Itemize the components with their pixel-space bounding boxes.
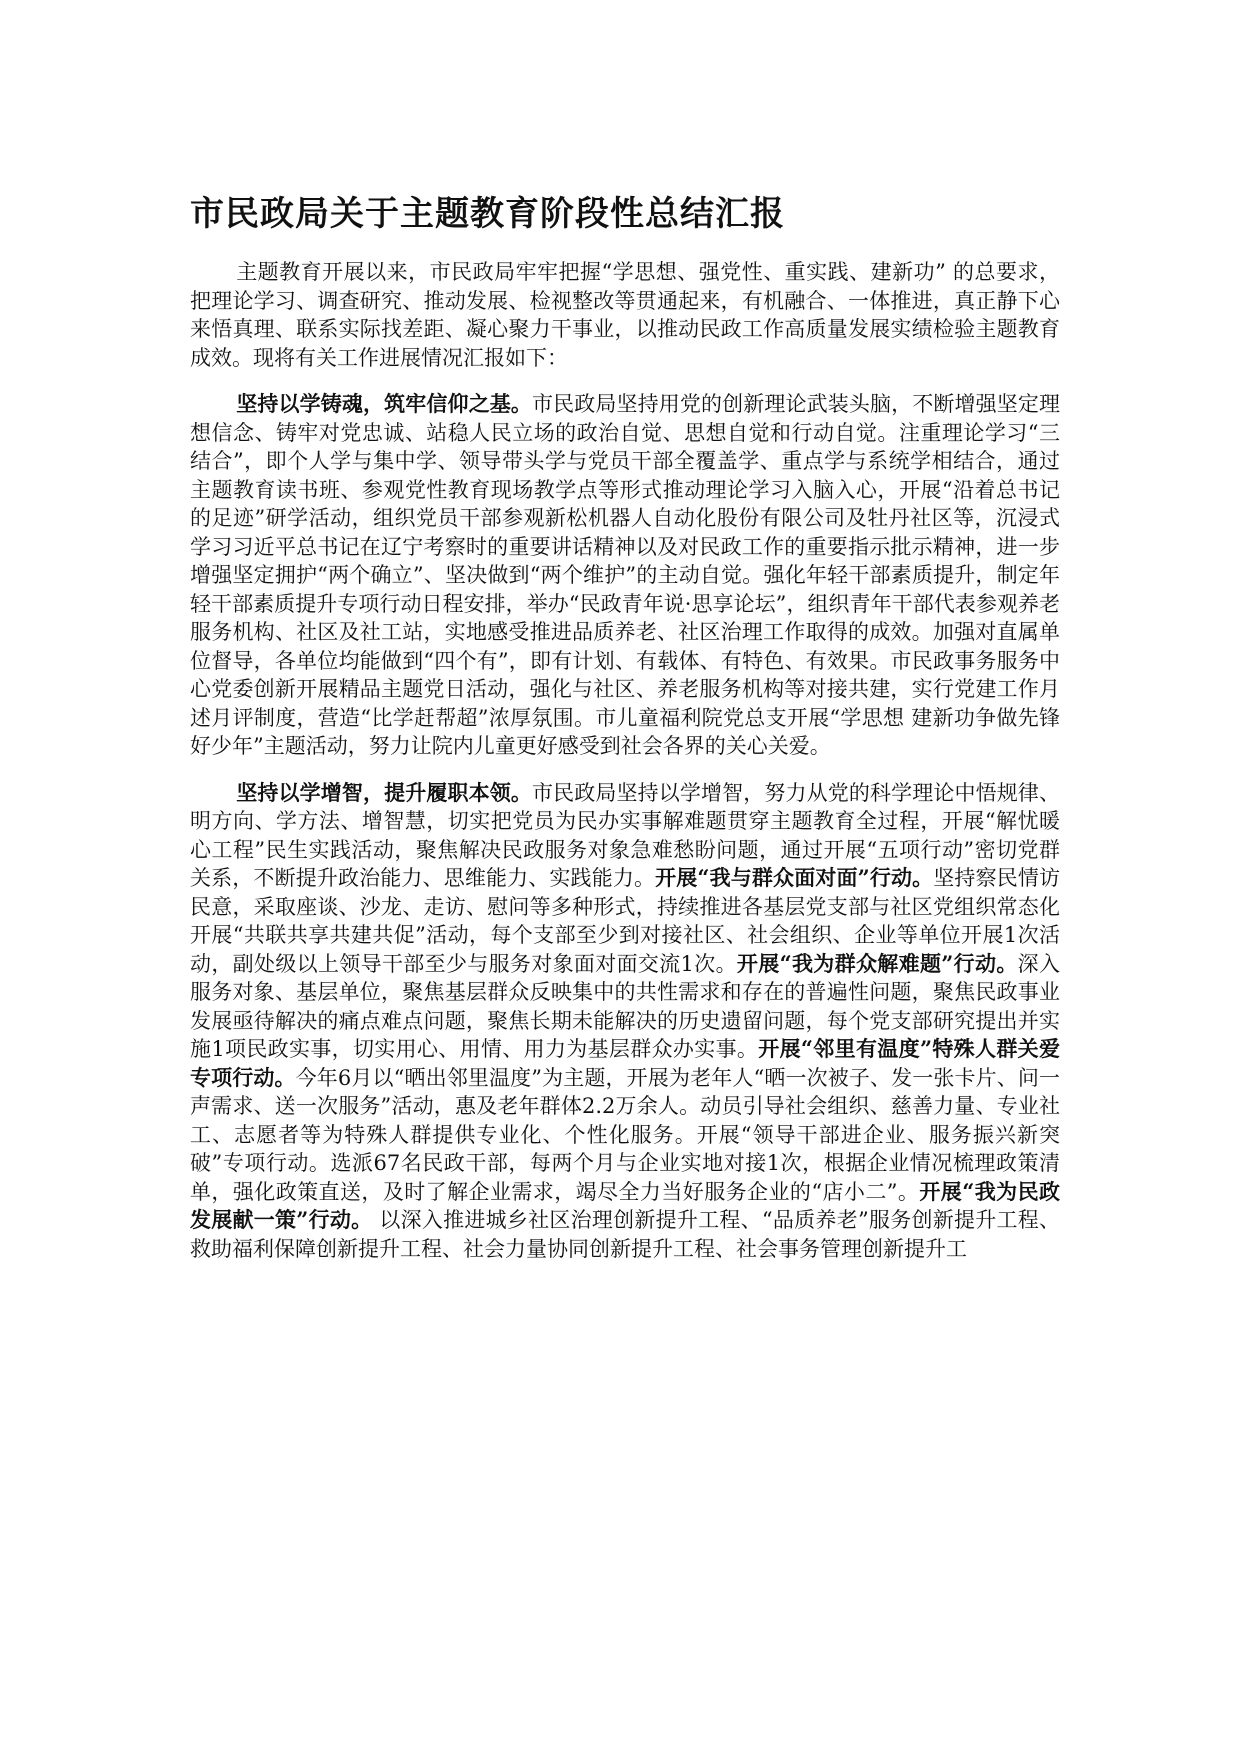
action-3-heading: 开展“邻里有温度”特殊人群关爱专项行动。 [190, 1036, 1060, 1090]
action-2-text: 深入服务对象、基层单位，聚焦基层群众反映集中的共性需求和存在的普遍性问题，聚焦民政事业发展亟待解决的痛点难点问题，聚焦长期未能解决的历史遗留问题，每个党支部研究提出并实施1项民政实事，切实用心、用情、用力为基层群众办实事。 [190, 951, 1061, 1061]
section-1-heading: 坚持以学铸魂，筑牢信仰之基。 [236, 391, 532, 416]
document-body [190, 258, 1060, 1281]
paragraph-intro [190, 258, 1060, 372]
action-1-text: 坚持察民情访民意，采取座谈、沙龙、走访、慰问等多种形式，持续推进各基层党支部与社区党组织常态化开展“共联共享共建共促”活动，每个支部至少到对接社区、社会组织、企业等单位开展1次活动，副处级以上领导干部至少与服务对象面对面交流1次。 [190, 866, 1060, 976]
action-3-text: 今年6月以“晒出邻里温度”为主题，开展为老年人“晒一次被子、发一张卡片、问一声需求、送一次服务”活动，惠及老年群体2.2万余人。动员引导社会组织、慈善力量、专业社工、志愿者等为特殊人群提供专业化、个性化服务。开展“领导干部进企业、服务振兴新突破”专项行动。选派67名民政干部，每两个月与企业实地对接1次，根据企业情况梳理政策清单，强化政策直送，及时了解企业需求，竭尽全力当好服务企业的“店小二”。 [190, 1065, 1060, 1204]
section-2-text: 市民政局坚持以学增智，努力从党的科学理论中悟规律、明方向、学方法、增智慧，切实把党员为民办实事解难题贯穿主题教育全过程，开展“解忧暖心工程”民生实践活动，聚焦解决民政服务对象急难愁盼问题，通过开展“五项行动”密切党群关系，不断提升政治能力、思维能力、实践能力。 [190, 780, 1061, 890]
action-4-heading: 开展“我为民政发展献一策”行动。 [190, 1178, 1060, 1232]
action-4-text: 以深入推进城乡社区治理创新提升工程、“品质养老”服务创新提升工程、救助福利保障创新提升工程、社会力量协同创新提升工程、社会事务管理创新提升工 [190, 1208, 1060, 1261]
paragraph-section-1 [190, 390, 1060, 761]
document-title: 市民政局关于主题教育阶段性总结汇报 [190, 194, 785, 234]
action-1-heading: 开展“我与群众面对面”行动。 [655, 865, 934, 890]
section-2-heading: 坚持以学增智，提升履职本领。 [236, 779, 532, 805]
intro-text: 主题教育开展以来，市民政局牢牢把握“学思想、强党性、重实践、建新功” 的总要求，把理论学习、调查研究、推动发展、检视整改等贯通起来，有机融合、一体推进，真正静下心来悟真理、联系实际找差距、凝心聚力干事业，以推动民政工作高质量发展实绩检验主题教育成效。现将有关工作进展情况汇报如下： [190, 260, 1060, 370]
section-1-text: 市民政局坚持用党的创新理论武装头脑，不断增强坚定理想信念、铸牢对党忠诚、站稳人民立场的政治自觉、思想自觉和行动自觉。注重理论学习“三结合”，即个人学与集中学、领导带头学与党员干部全覆盖学、重点学与系统学相结合，通过主题教育读书班、参观党性教育现场教学点等形式推动理论学习入脑入心，开展“沿着总书记的足迹”研学活动，组织党员干部参观新松机器人自动化股份有限公司及牡丹社区等，沉浸式学习习近平总书记在辽宁考察时的重要讲话精神以及对民政工作的重要指示批示精神，进一步增强坚定拥护“两个确立”、坚决做到“两个维护”的主动自觉。强化年轻干部素质提升，制定年轻干部素质提升专项行动日程安排，举办“民政青年说·思享论坛”，组织青年干部代表参观养老服务机构、社区及社工站，实地感受推进品质养老、社区治理工作取得的成效。加强对直属单位督导，各单位均能做到“四个有”，即有计划、有载体、有特色、有效果。市民政事务服务中心党委创新开展精品主题党日活动，强化与社区、养老服务机构等对接共建，实行党建工作月述月评制度，营造“比学赶帮超”浓厚氛围。市儿童福利院党总支开展“学思想 建新功争做先锋好少年”主题活动，努力让院内儿童更好感受到社会各界的关心关爱。 [190, 392, 1061, 758]
action-2-heading: 开展“我为群众解难题”行动。 [736, 950, 1018, 976]
paragraph-section-2 [190, 779, 1060, 1264]
